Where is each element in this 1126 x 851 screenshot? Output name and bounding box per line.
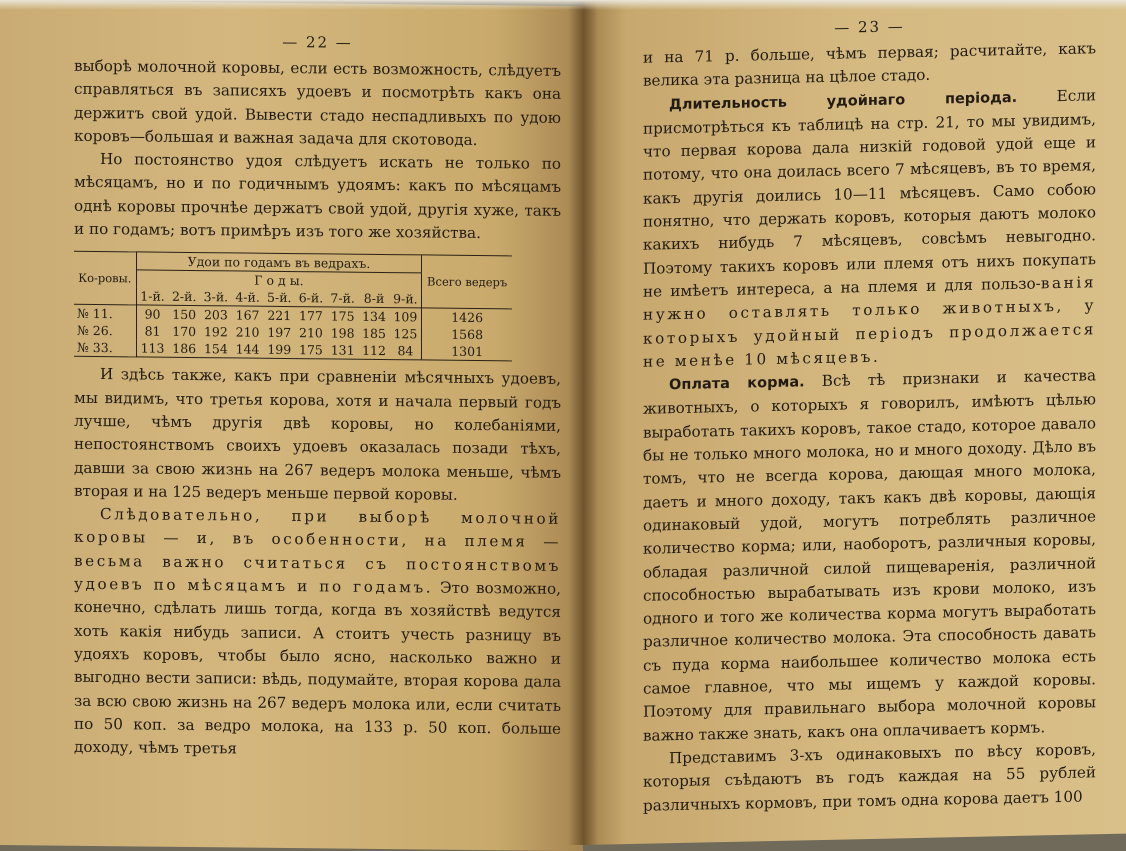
year-label: 1-й.: [136, 288, 168, 306]
table-total: 1568: [422, 326, 512, 344]
left-paragraph-1: выборѣ молочной коровы, если есть возможность, слѣдуетъ справляться въ записяхъ удоевъ и посмотрѣть какъ она держитъ свой удой. Вывести стадо неспадливыхъ по удою коровъ—большая и важная задача для скотовода.: [74, 56, 561, 149]
paragraph-text: Это возможно, конечно, сдѣлать лишь тогда, когда въ хозяйствѣ ведутся хоть какія нибудь записи. А стоитъ учесть разницу въ удояхъ коровъ, чтобы было ясно, насколько важно и выгодно вести записи: вѣдь, подумайте, вторая корова дала за всю свою жизнь на 267 ведеръ молока или, если считать по 50 коп. за ведро молока, на 133 р. 50 коп. больше доходу, чѣмъ третья: [74, 578, 561, 758]
table-cell: 125: [393, 326, 418, 342]
table-cell: 170: [172, 324, 197, 340]
year-label: 3-й.: [200, 288, 232, 306]
year-label: 7-й.: [327, 290, 359, 308]
cow-id: № 33.: [74, 339, 136, 357]
table-cell: 221: [267, 308, 292, 324]
table-cell: 144: [232, 341, 264, 359]
table-cell: 154: [200, 340, 232, 358]
table-cell: 185: [362, 326, 386, 342]
table-total: 1301: [422, 343, 512, 361]
table-cell: 186: [168, 340, 200, 358]
left-paragraph-3: И здѣсь также, какъ при сравненіи мѣсячныхъ удоевъ, мы видимъ, что третья корова, хотя и начала первый годъ лучше, чѣмъ другія двѣ коровы, но колебаніями, непостоянствомъ своихъ удоевъ оказалась позади тѣхъ, давши за свою жизнь на 267 ведеръ молока меньше, чѣмъ вторая и на 125 ведеръ меньше первой коровы.: [74, 365, 561, 504]
table-cell: 199: [263, 341, 295, 359]
book-gutter: [568, 0, 598, 845]
table-cell: 90: [144, 306, 161, 323]
emphasized-text: Слѣдовательно, при выборѣ молочной коровы — и, въ особенности, на племя — весьма важно считаться съ постоянствомъ удоевъ по мѣсяцамъ и по годамъ.: [74, 505, 561, 597]
table-cell: 192: [203, 324, 228, 340]
cow-id: № 26.: [74, 322, 136, 340]
right-paragraph-2: [643, 84, 1096, 374]
paragraph-text: Всѣ тѣ признаки и качества животныхъ, о которыхъ я говорилъ, имѣютъ цѣлью выработать такихъ коровъ, такое стадо, которое давало бы не только много молока, но и много доходу. Дѣло въ томъ, что не всегда корова, дающая много молока, даетъ и много доходу, такъ какъ двѣ коровы, дающія одинаковый удой, могутъ потреблять различное количество корма; или, наоборотъ, различныя коровы, обладая различной силой пищеваренія, различной способностью вырабатывать изъ крови молоко, изъ одного и того же количества корма могутъ выработать различное количество молока. Эта способность давать съ пуда корма наибольшее количество молока есть самое главное, что мы ищемъ у каждой коровы. Поэтому для правильнаго выбора молочной коровы важно также знать, какъ она оплачиваетъ кормъ.: [643, 366, 1097, 745]
left-paragraph-2: Но постоянство удоя слѣдуетъ искать не только по мѣсяцамъ, но и по годичнымъ удоямъ: какъ по мѣсяцамъ однѣ коровы прочнѣе держатъ свой удой, другія хуже, такъ и по годамъ; вотъ примѣръ изъ того же хозяйства.: [74, 150, 561, 243]
table-cell: 203: [203, 307, 228, 323]
table-cell: 198: [330, 325, 355, 342]
year-label: 9-й.: [390, 290, 422, 308]
section-heading: Длительность удойнаго періода.: [669, 89, 1018, 113]
yields-table: [74, 251, 512, 362]
table-cell: 113: [136, 340, 168, 358]
year-label: 2-й.: [168, 288, 200, 306]
table-cell: 175: [295, 341, 327, 359]
paragraph-text: Если присмотрѣться къ таблицѣ на стр. 21, то мы увидимъ, что первая корова дала низкій годовой удой еще и потому, что она доилась всего 7 мѣсяцевъ, въ то время, какъ другія доились 10—11 мѣсяцевъ. Само собою понятно, что держать коровъ, которыя даютъ молоко какихъ нибудь 7 мѣсяцевъ, совсѣмъ невыгодно. Поэтому такихъ коровъ или племя отъ нихъ покупать не имѣетъ интереса, а на племя и для пользо-: [643, 85, 1097, 301]
table-cell: 131: [327, 342, 359, 360]
table-cell: 210: [299, 325, 323, 341]
year-label: 6-й.: [295, 289, 327, 307]
section-heading: Оплата корма.: [669, 374, 805, 394]
table-row: [74, 339, 512, 361]
table-cell: 84: [390, 342, 422, 360]
year-label: 8-й: [359, 290, 390, 308]
year-label: 4-й.: [232, 289, 264, 307]
cow-id: № 11.: [74, 305, 136, 323]
left-paragraph-4: [74, 503, 561, 764]
table-cell: 109: [393, 309, 418, 325]
table-cell: 150: [172, 307, 197, 323]
year-label: 5-й.: [263, 289, 295, 307]
table-header-total: Всего ведеръ: [422, 255, 512, 309]
right-paragraph-4: Представимъ 3-хъ одинаковыхъ по вѣсу коровъ, которыя съѣдаютъ въ годъ каждая на 55 рублей различныхъ кормовъ, при томъ одна корова даетъ 100: [643, 740, 1096, 815]
table-header-cows: Ко-ровы.: [74, 252, 136, 306]
table-cell: 81: [144, 323, 161, 340]
page-top-edge: [0, 0, 1126, 10]
table-cell: 210: [235, 324, 260, 341]
right-paragraph-3: [643, 364, 1096, 747]
table-cell: 112: [359, 342, 390, 360]
table-total: 1426: [422, 308, 512, 326]
table-header-years: Г о д ы.: [254, 273, 304, 289]
table-header-group: Удои по годамъ въ ведрахъ.: [136, 252, 422, 273]
right-page: [583, 0, 1126, 845]
right-paragraph-1: и на 71 р. больше, чѣмъ первая; расчитайте, какъ велика эта разница на цѣлое стадо.: [643, 39, 1096, 91]
page-number-right: — 23 —: [834, 17, 905, 37]
table-cell: 134: [362, 309, 386, 325]
table-cell: 167: [235, 307, 260, 324]
emphasized-text: ванія нужно оставлять только животныхъ, у которыхъ удойный періодъ продолжается не менѣе 10 мѣсяцевъ.: [643, 273, 1096, 371]
page-number-left: — 22 —: [282, 32, 353, 52]
table-cell: 197: [267, 325, 292, 341]
table-cell: 175: [330, 308, 355, 325]
table-cell: 177: [299, 308, 323, 324]
